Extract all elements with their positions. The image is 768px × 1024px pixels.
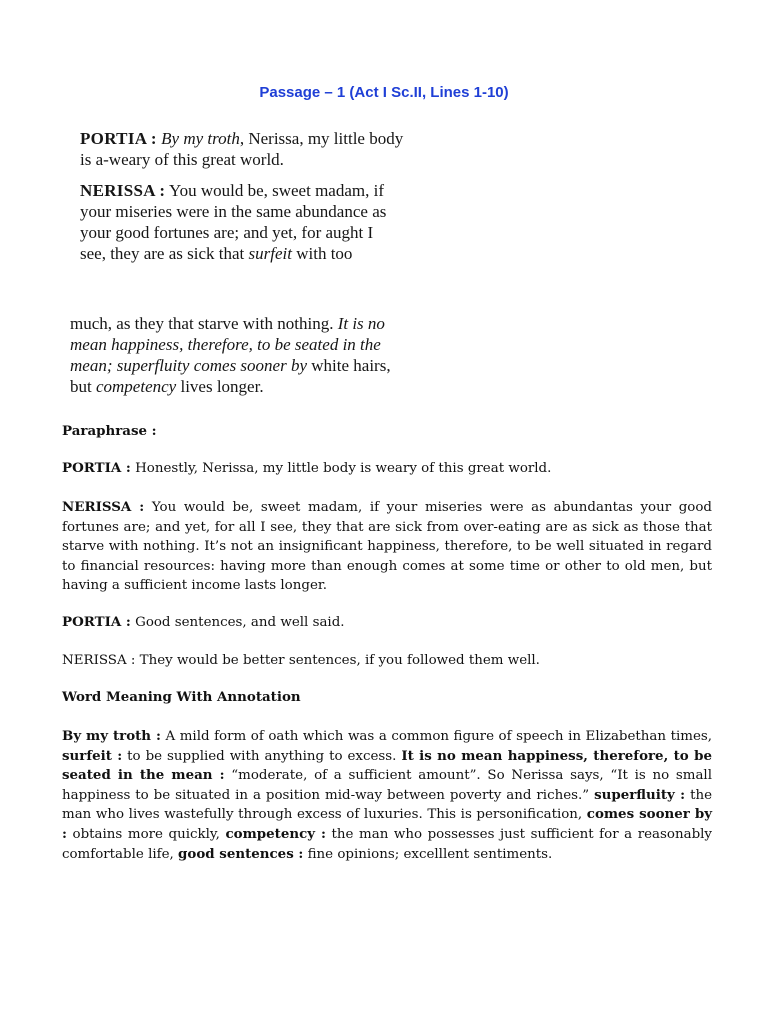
annotation-term: It is no mean happiness, therefore, to be seated in the mean : — [62, 747, 712, 784]
paraphrase-text: Honestly, Nerissa, my little body is weary of this great world. — [130, 461, 552, 476]
passage-heading: Passage – 1 (Act I Sc.II, Lines 1-10) — [259, 84, 509, 101]
word-meaning-heading — [62, 688, 712, 708]
play-excerpt-top — [80, 128, 410, 274]
excerpt-text: is a-weary of this great world. — [80, 150, 284, 169]
excerpt-italic-phrase: mean happiness, therefore, to be seated in the — [70, 335, 381, 354]
excerpt-text: your miseries were in the same abundance as — [80, 202, 387, 221]
excerpt-speaker-nerissa: NERISSA : — [80, 181, 166, 200]
speaker-portia: PORTIA : — [62, 460, 131, 476]
excerpt-italic-phrase: competency — [95, 377, 177, 396]
excerpt-speaker-portia: PORTIA : — [80, 129, 157, 148]
excerpt-text: white hairs, — [307, 356, 391, 375]
annotation-definition: obtains more quickly, — [66, 826, 226, 842]
excerpt-text: see, they are as sick that — [80, 244, 249, 263]
paraphrase-portia-2 — [62, 613, 712, 633]
paraphrase-text: Good sentences, and well said. — [130, 615, 345, 630]
excerpt-italic-phrase: By my troth — [161, 129, 240, 148]
excerpt-text: , Nerissa, my little body — [239, 129, 404, 148]
annotation-definition: A mild form of oath which was a common figure of speech in Elizabethan times, — [160, 729, 712, 744]
excerpt-text: much, as they that starve with nothing. — [70, 314, 338, 333]
paraphrase-text: You would be, sweet madam, if your miseries were as abundantas your good fortunes are; and yet, for all I see, they that are sick from over-eating are as sick as those that starve with nothing. It’s not an insignificant happiness, therefore, to be well situated in regard to financial resources: having more than enough comes at some time or other to old men, but having a sufficient income lasts longer. — [62, 500, 712, 594]
excerpt-text: with too — [291, 244, 353, 263]
excerpt-portia-speech — [80, 128, 410, 170]
annotation-term: By my troth : — [62, 728, 161, 744]
paraphrase-heading-text: Paraphrase : — [62, 423, 157, 439]
annotation-term: good sentences : — [178, 845, 304, 862]
annotation-term: competency : — [225, 825, 326, 842]
excerpt-italic-phrase: It is no — [337, 314, 385, 333]
play-excerpt-bottom — [70, 313, 400, 407]
word-meaning-heading-text: Word Meaning With Annotation — [62, 689, 301, 705]
paraphrase-text: NERISSA : They would be better sentences, if you followed them well. — [62, 653, 540, 668]
annotation-definition: “moderate, of a sufficient amount”. So Nerissa says, “It is no small happiness to be situated in a position mid-way between poverty and riches.” — [62, 768, 712, 803]
paraphrase-heading — [62, 422, 712, 442]
word-meaning-annotations — [62, 727, 712, 864]
excerpt-italic-phrase: surfeit — [248, 244, 292, 263]
speaker-nerissa: NERISSA : — [62, 499, 145, 515]
excerpt-text: your good fortunes are; and yet, for aught I — [80, 223, 374, 242]
excerpt-nerissa-continued — [70, 313, 400, 397]
annotation-term: comes sooner by : — [62, 806, 712, 842]
annotation-term: surfeit : — [62, 747, 123, 764]
speaker-portia: PORTIA : — [62, 614, 131, 630]
paraphrase-nerissa-1 — [62, 498, 712, 596]
excerpt-text: lives longer. — [176, 377, 264, 396]
annotation-definition: to be supplied with anything to excess. — [122, 748, 402, 764]
annotation-definition: the man who possesses just sufficient for a reasonably comfortable life, — [62, 826, 712, 862]
excerpt-text: You would be, sweet madam, if — [169, 181, 384, 200]
paraphrase-portia-1 — [62, 459, 712, 479]
excerpt-text: but — [70, 377, 96, 396]
annotation-definition: the man who lives wastefully through excess of luxuries. This is personification, — [62, 787, 712, 823]
paraphrase-nerissa-2 — [62, 651, 712, 671]
excerpt-italic-phrase: mean; superfluity comes sooner by — [70, 356, 308, 375]
annotation-term: superfluity : — [594, 786, 686, 803]
annotation-definition: fine opinions; excelllent sentiments. — [303, 846, 553, 862]
excerpt-nerissa-speech — [80, 180, 410, 264]
